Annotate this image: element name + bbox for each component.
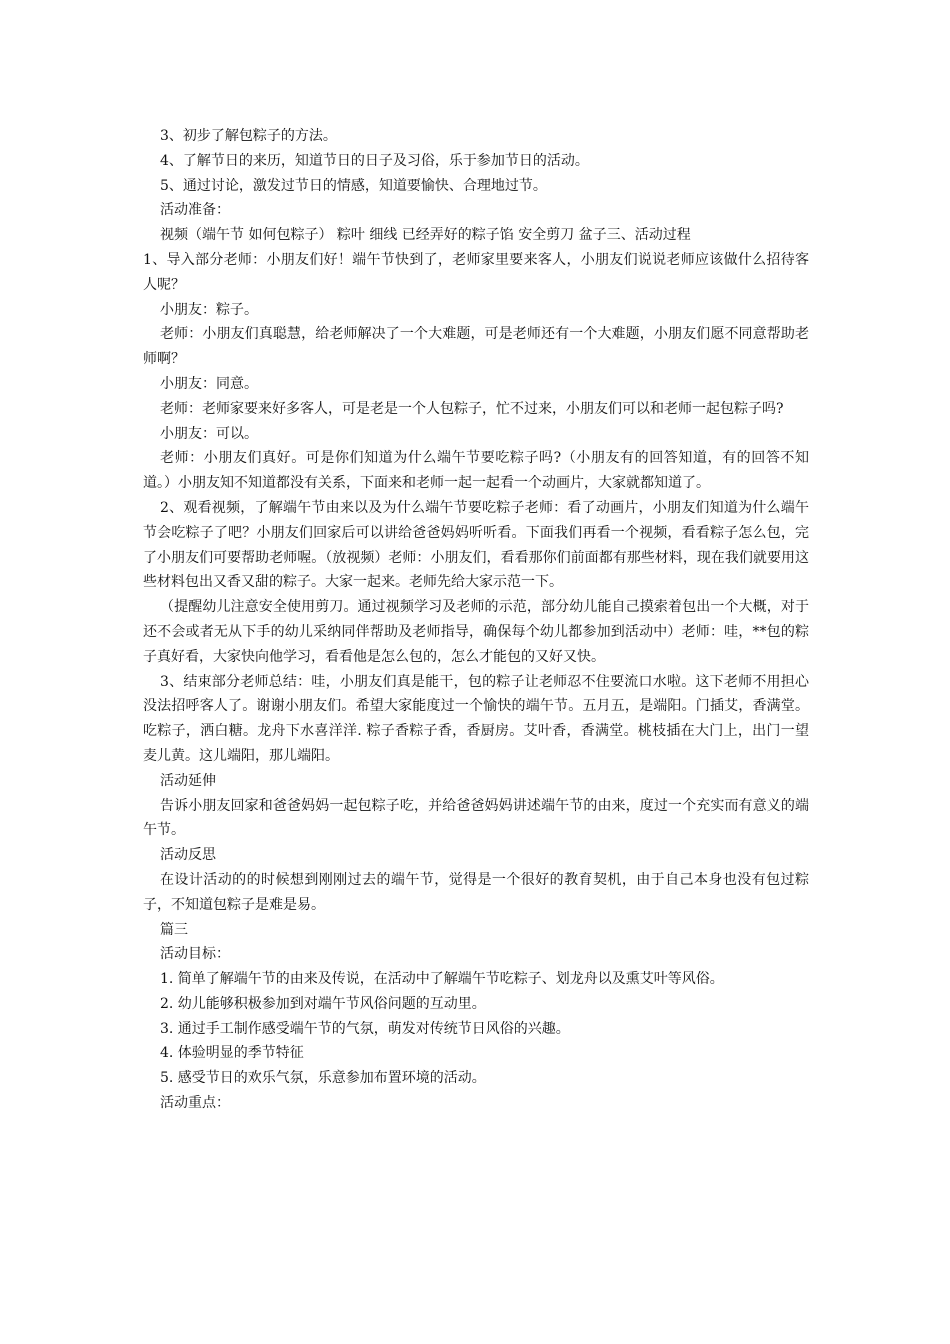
- dialogue-line: 小朋友：粽子。: [160, 301, 258, 318]
- list-item: 1. 简单了解端午节的由来及传说，在活动中了解端午节吃粽子、划龙舟以及熏艾叶等风俗。: [160, 971, 724, 988]
- section-heading: 活动反思: [160, 847, 216, 864]
- paragraph: 1、导入部分老师：小朋友们好！端午节快到了，老师家里要来客人，小朋友们说说老师应该做什么招待客人呢？: [143, 251, 809, 293]
- dialogue-line: 老师：小朋友们真聪慧，给老师解决了一个大难题，可是老师还有一个大难题，小朋友们愿不同意帮助老师啊？: [143, 326, 809, 368]
- section-heading: 活动准备：: [160, 202, 230, 219]
- paragraph: 2、观看视频，了解端午节由来以及为什么端午节要吃粽子老师：看了动画片，小朋友们知道为什么端午节会吃粽子了吧？小朋友们回家后可以讲给爸爸妈妈听听看。下面我们再看一个视频，看看粽子怎么包，完了小朋友们可要帮助老师喔。（放视频）老师：小朋友们，看看那你们前面都有那些材料，现在我们就要用这些材料包出又香又甜的粽子。大家一起来。老师先给大家示范一下。: [143, 499, 809, 591]
- paragraph: 4、了解节日的来历，知道节日的日子及习俗，乐于参加节日的活动。: [160, 152, 589, 169]
- dialogue-line: 小朋友：同意。: [160, 375, 258, 392]
- list-item: 4. 体验明显的季节特征: [160, 1045, 304, 1062]
- list-item: 3. 通过手工制作感受端午节的气氛，萌发对传统节日风俗的兴趣。: [160, 1020, 570, 1037]
- paragraph: 告诉小朋友回家和爸爸妈妈一起包粽子吃，并给爸爸妈妈讲述端午节的由来，度过一个充实而有意义的端午节。: [143, 797, 809, 839]
- paragraph: 3、初步了解包粽子的方法。: [160, 128, 337, 144]
- list-item: 2. 幼儿能够积极参加到对端午节风俗问题的互动里。: [160, 995, 486, 1012]
- dialogue-line: 老师：老师家要来好多客人，可是老是一个人包粽子，忙不过来，小朋友们可以和老师一起包粽子吗?: [160, 400, 784, 417]
- paragraph: 5、通过讨论，激发过节日的情感，知道要愉快、合理地过节。: [160, 177, 547, 194]
- section-heading: 活动重点：: [160, 1095, 230, 1112]
- paragraph: 视频（端午节 如何包粽子） 粽叶 细线 已经弄好的粽子馅 安全剪刀 盆子三、活动过程: [160, 227, 691, 244]
- paragraph: 在设计活动的的时候想到刚刚过去的端午节，觉得是一个很好的教育契机，由于自己本身也没有包过粽子，不知道包粽子是难是易。: [143, 871, 809, 913]
- section-heading: 活动延伸: [160, 772, 216, 789]
- part-heading: 篇三: [160, 921, 188, 938]
- dialogue-line: 小朋友：可以。: [160, 425, 258, 442]
- section-heading: 活动目标：: [160, 946, 230, 963]
- document-body: [143, 124, 809, 1116]
- dialogue-line: 老师：小朋友们真好。可是你们知道为什么端午节要吃粽子吗?（小朋友有的回答知道，有的回答不知道。）小朋友知不知道都没有关系，下面来和老师一起一起看一个动画片，大家就都知道了。: [143, 450, 809, 492]
- list-item: 5. 感受节日的欢乐气氛，乐意参加布置环境的活动。: [160, 1070, 486, 1087]
- paragraph: 3、结束部分老师总结：哇，小朋友们真是能干，包的粽子让老师忍不住要流口水啦。这下老师不用担心没法招呼客人了。谢谢小朋友们。希望大家能度过一个愉快的端午节。五月五，是端阳。门插艾，香满堂。吃粽子，洒白糖。龙舟下水喜洋洋. 粽子香粽子香，香厨房。艾叶香，香满堂。桃枝插在大门上，出门一望麦儿黄。这儿端阳，那儿端阳。: [143, 673, 809, 764]
- paragraph: （提醒幼儿注意安全使用剪刀。通过视频学习及老师的示范，部分幼儿能自己摸索着包出一个大概，对于还不会或者无从下手的幼儿采纳同伴帮助及老师指导，确保每个幼儿都参加到活动中）老师：哇，**包的粽子真好看，大家快向他学习，看看他是怎么包的，怎么才能包的又好又快。: [143, 599, 809, 665]
